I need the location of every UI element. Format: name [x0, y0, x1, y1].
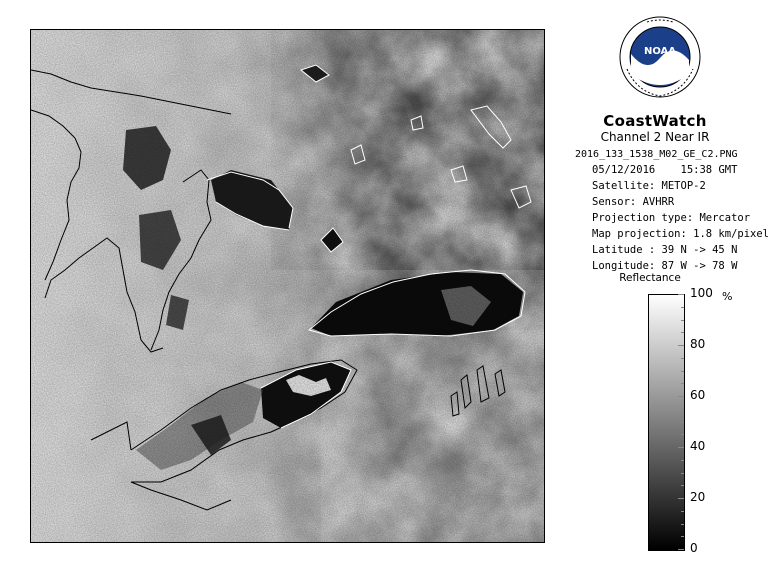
satellite-label: Satellite: METOP-2 — [592, 180, 706, 192]
map-projection-label: Map projection: 1.8 km/pixel — [592, 228, 770, 240]
reflectance-colorbar — [648, 294, 685, 551]
date-value: 05/12/2016 — [592, 164, 656, 176]
scale-tick-label: 20 — [690, 490, 706, 504]
scale-tick-mark — [678, 294, 684, 295]
longitude-label: Longitude: 87 W -> 78 W — [592, 260, 738, 272]
scale-unit: % — [722, 290, 733, 303]
scale-tick-mark — [678, 345, 684, 346]
scale-tick-mark — [681, 307, 684, 308]
scale-tick-mark — [681, 422, 684, 423]
scale-tick-mark — [681, 383, 684, 384]
scale-tick-label: 80 — [690, 337, 706, 351]
scale-tick-label: 100 — [690, 286, 713, 300]
datetime-label — [592, 164, 737, 177]
scale-title: Reflectance — [619, 272, 681, 284]
scale-tick-mark — [681, 332, 684, 333]
scale-tick-mark — [681, 460, 684, 461]
scale-tick-mark — [681, 358, 684, 359]
scale-tick-label: 40 — [690, 439, 706, 453]
noaa-logo — [617, 14, 703, 108]
scale-tick-mark — [678, 396, 684, 397]
scale-tick-mark — [681, 409, 684, 410]
channel-label: Channel 2 Near IR — [600, 130, 710, 144]
map-canvas — [31, 30, 544, 542]
scale-tick-mark — [681, 473, 684, 474]
scale-tick-mark — [681, 524, 684, 525]
scale-tick-mark — [681, 511, 684, 512]
scale-tick-mark — [681, 485, 684, 486]
satellite-image — [30, 29, 545, 543]
scale-tick-mark — [681, 371, 684, 372]
projection-type-label: Projection type: Mercator — [592, 212, 751, 224]
scale-tick-mark — [681, 320, 684, 321]
scale-tick-mark — [678, 447, 684, 448]
scale-tick-label: 0 — [690, 541, 698, 555]
sensor-label: Sensor: AVHRR — [592, 196, 675, 208]
time-value: 15:38 GMT — [680, 164, 738, 176]
scale-tick-mark — [681, 434, 684, 435]
latitude-label: Latitude : 39 N -> 45 N — [592, 244, 738, 256]
filename-label: 2016_133_1538_M02_GE_C2.PNG — [575, 149, 738, 160]
svg-text:NOAA: NOAA — [643, 46, 677, 57]
product-brand: CoastWatch — [603, 112, 707, 130]
scale-tick-mark — [681, 536, 684, 537]
scale-tick-label: 60 — [690, 388, 706, 402]
scale-tick-mark — [678, 498, 684, 499]
scale-tick-mark — [678, 549, 684, 550]
